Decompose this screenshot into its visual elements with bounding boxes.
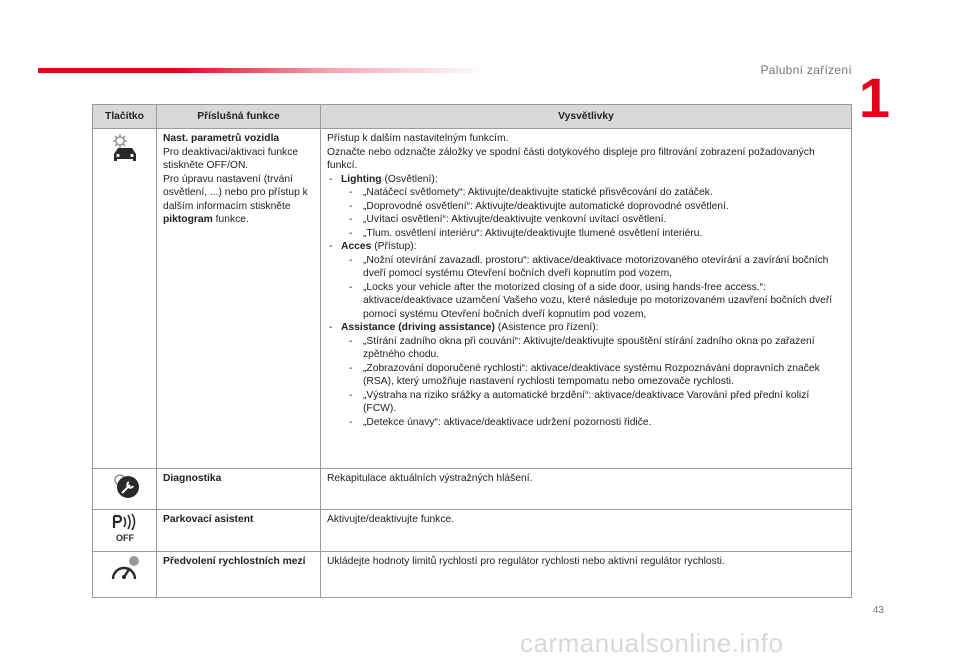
diagnostics-wrench-icon	[108, 472, 142, 500]
function-title: Diagnostika	[163, 473, 222, 484]
row-icon-cell	[93, 552, 157, 598]
controls-table	[92, 104, 852, 598]
section-suffix: (Asistence pro řízení):	[494, 322, 599, 333]
header-accent-bar	[38, 68, 488, 73]
section-suffix: (Osvětlení):	[381, 173, 438, 185]
chapter-number: 1	[858, 66, 890, 129]
header-explanation: Vysvětlivky	[321, 105, 852, 129]
explanation-cell	[321, 129, 852, 469]
table-row	[93, 129, 852, 469]
section-title: Lighting	[341, 173, 382, 185]
section-suffix: (Přístup):	[371, 241, 417, 252]
function-title: Nast. parametrů vozidla	[163, 133, 280, 144]
function-cell	[157, 129, 321, 469]
list-item: - „Natáčecí světlomety“: Aktivujte/deaktivujte statické přisvěcování do zatáček.	[327, 186, 845, 200]
list-item: - „Výstraha na riziko srážky a automatické brzdění“: aktivace/deaktivace Varování před přední kolizí (FCW).	[327, 389, 845, 416]
table-header-row	[93, 105, 852, 129]
function-cell	[157, 509, 321, 552]
function-text: Pro deaktivaci/aktivaci funkce stiskněte OFF/ON.	[163, 146, 299, 171]
chapter-title: Palubní zařízení	[760, 63, 852, 77]
explanation-cell	[321, 469, 852, 510]
section-title: Acces	[341, 241, 372, 252]
explanation-intro: Přístup k dalším nastavitelným funkcím.	[327, 133, 509, 144]
function-text-part: Pro úpravu nastavení (trvání osvětlení, ...) nebo pro přístup k dalším informacím stiskněte	[163, 173, 308, 212]
row-icon-cell	[93, 469, 157, 510]
list-item	[327, 321, 845, 335]
function-cell	[157, 469, 321, 510]
park-assist-off-icon	[108, 513, 142, 543]
list-item: - „Nožní otevírání zavazadl. prostoru“: aktivace/deaktivace motorizovaného otevírání a zavírání bočních dveří pomocí systému Otevření bočních dveří kopnutím pod vozem,	[327, 254, 845, 281]
function-title: Parkovací asistent	[163, 513, 254, 525]
icon-off-label: OFF	[115, 532, 134, 543]
list-item: - „Locks your vehicle after the motorized closing of a side door, using hands-free access.“: aktivace/deaktivace uzamčení Vašeho vozu, které následuje po motorizovaném uzavření bočních dveří pomocí systému Otevření bočních dveří kopnutím pod vozem,	[327, 281, 845, 322]
header-button: Tlačítko	[93, 105, 157, 129]
car-settings-icon	[108, 132, 142, 166]
function-text-bold: piktogram	[163, 214, 213, 225]
list-item	[327, 173, 845, 187]
explanation-intro: Označte nebo odznačte záložky ve spodní části dotykového displeje pro filtrování zobrazení požadovaných funkcí.	[327, 146, 815, 171]
function-text-part: funkce.	[212, 214, 249, 225]
explanation-text: Rekapitulace aktuálních výstražných hlášení.	[327, 473, 533, 484]
page-number: 43	[872, 605, 884, 616]
list-item: - „Doprovodné osvětlení“: Aktivujte/deaktivujte automatické doprovodné osvětlení.	[327, 200, 845, 214]
function-text	[163, 173, 314, 227]
list-item: - „Stírání zadního okna při couvání“: Aktivujte/deaktivujte spouštění stírání zadního okna po zařazení zpětného chodu.	[327, 335, 845, 362]
table-row	[93, 509, 852, 552]
explanation-text: Ukládejte hodnoty limitů rychlostí pro regulátor rychlosti nebo aktivní regulátor rychlosti.	[327, 556, 725, 567]
explanation-text: Aktivujte/deaktivujte funkce.	[327, 513, 455, 525]
list-item: - „Detekce únavy“: aktivace/deaktivace udržení pozornosti řidiče.	[327, 416, 845, 430]
row-icon-cell	[93, 509, 157, 552]
list-item	[327, 240, 845, 254]
header-function: Příslušná funkce	[157, 105, 321, 129]
row-icon-cell	[93, 129, 157, 469]
list-item: - „Zobrazování doporučené rychlosti“: aktivace/deaktivace systému Rozpoznávání dopravních značek (RSA), který umožňuje nastavení rychlosti tempomatu nebo omezovače rychlosti.	[327, 362, 845, 389]
speed-limit-icon	[108, 555, 142, 585]
section-title: Assistance (driving assistance)	[341, 322, 495, 333]
function-cell	[157, 552, 321, 598]
list-item: - „Uvítací osvětlení“: Aktivujte/deaktivujte venkovní uvítací osvětlení.	[327, 213, 845, 227]
explanation-cell	[321, 509, 852, 552]
watermark: carmanualsonline.info	[520, 628, 784, 658]
list-item: - „Tlum. osvětlení interiéru“: Aktivujte/deaktivujte tlumené osvětlení interiéru.	[327, 227, 845, 241]
explanation-cell	[321, 552, 852, 598]
function-title: Předvolení rychlostních mezí	[163, 556, 306, 567]
table-row	[93, 552, 852, 598]
table-row	[93, 469, 852, 510]
